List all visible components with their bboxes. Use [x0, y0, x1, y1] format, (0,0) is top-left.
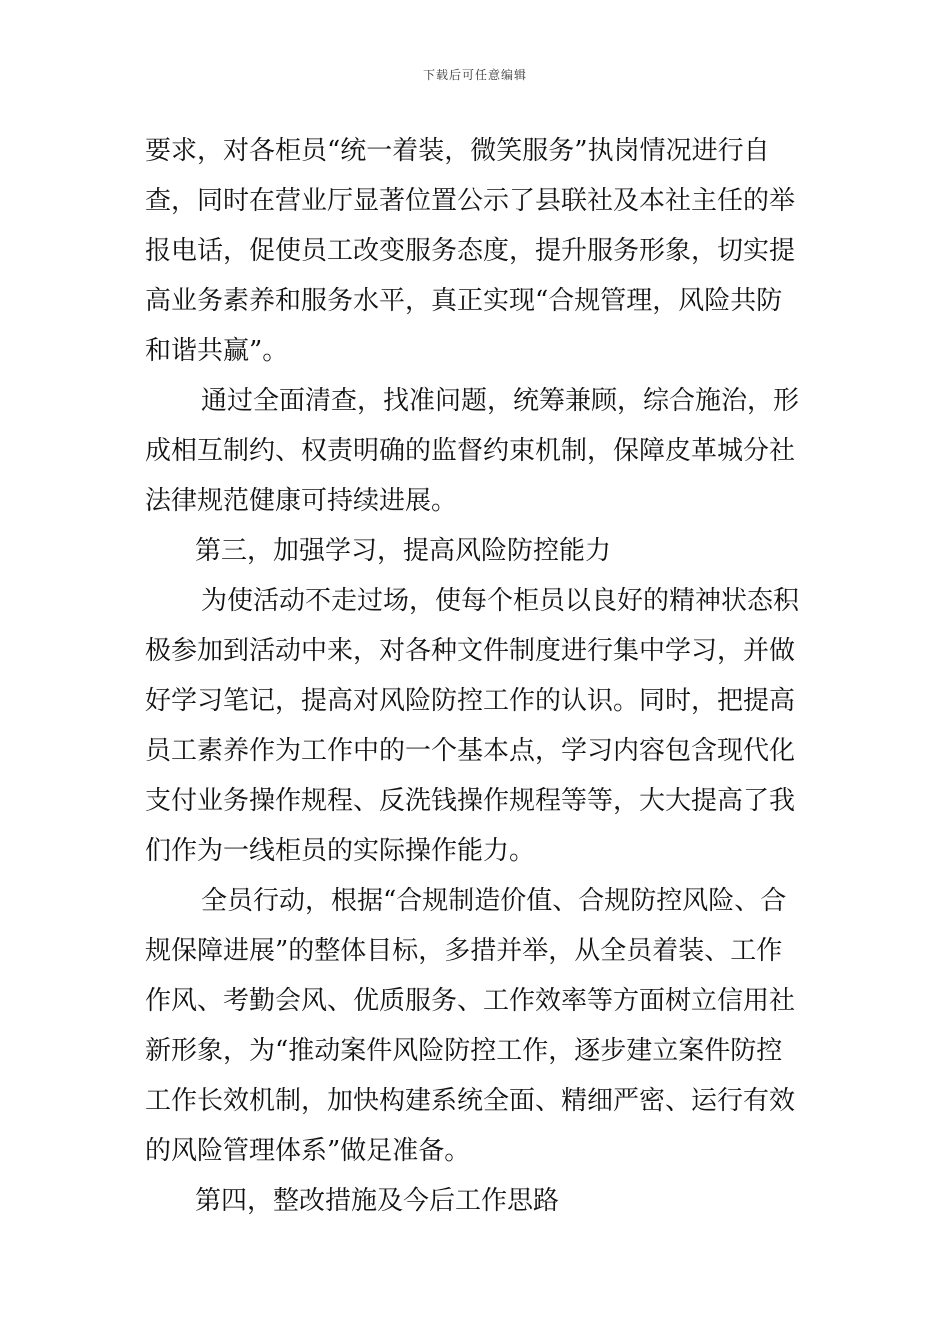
text-line: 要求，对各柜员“统一着装，微笑服务”执岗情况进行自	[145, 136, 770, 166]
text-line: 们作为一线柜员的实际操作能力。	[145, 836, 536, 866]
paragraph	[145, 876, 805, 1176]
text-line: 员工素养作为工作中的一个基本点，学习内容包含现代化	[145, 736, 796, 766]
section-heading: 第三，加强学习，提高风险防控能力	[195, 536, 612, 566]
text-line: 法律规范健康可持续进展。	[145, 486, 458, 516]
text-line: 全员行动，根据“合规制造价值、合规防控风险、合	[201, 886, 787, 916]
text-line: 报电话，促使员工改变服务态度，提升服务形象，切实提	[145, 236, 796, 266]
text-line: 和谐共赢”。	[145, 336, 289, 366]
text-line: 极参加到活动中来，对各种文件制度进行集中学习，并做	[145, 636, 796, 666]
paragraph	[145, 526, 805, 576]
text-line: 规保障进展”的整体目标，多措并举，从全员着装、工作	[145, 936, 783, 966]
paragraph	[145, 376, 805, 526]
text-line: 为使活动不走过场，使每个柜员以良好的精神状态积	[201, 586, 800, 616]
text-line: 的风险管理体系”做足准备。	[145, 1136, 471, 1166]
text-line: 作风、考勤会风、优质服务、工作效率等方面树立信用社	[145, 986, 796, 1016]
text-line: 查，同时在营业厅显著位置公示了县联社及本社主任的举	[145, 186, 796, 216]
paragraph	[145, 1176, 805, 1226]
text-line: 高业务素养和服务水平，真正实现“合规管理，风险共防	[145, 286, 783, 316]
paragraph	[145, 576, 805, 876]
document-body	[145, 126, 805, 1226]
text-line: 工作长效机制，加快构建系统全面、精细严密、运行有效	[145, 1086, 796, 1116]
text-line: 好学习笔记，提高对风险防控工作的认识。同时，把提高	[145, 686, 796, 716]
page-header: 下载后可任意编辑	[422, 68, 527, 82]
text-line: 支付业务操作规程、反洗钱操作规程等等，大大提高了我	[145, 786, 796, 816]
text-line: 成相互制约、权责明确的监督约束机制，保障皮革城分社	[145, 436, 796, 466]
section-heading: 第四，整改措施及今后工作思路	[195, 1186, 560, 1216]
text-line: 新形象，为“推动案件风险防控工作，逐步建立案件防控	[145, 1036, 783, 1066]
text-line: 通过全面清查，找准问题，统筹兼顾，综合施治，形	[201, 386, 800, 416]
paragraph	[145, 126, 805, 376]
